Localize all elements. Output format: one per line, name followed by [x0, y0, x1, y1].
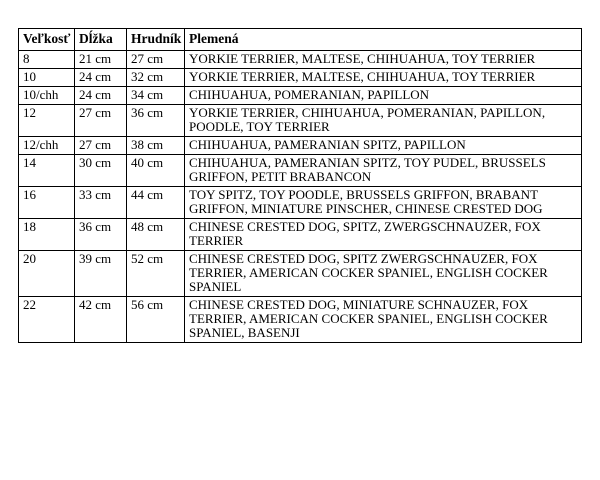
table-header — [19, 29, 582, 51]
column-header-size: Veľkosť — [19, 29, 75, 51]
cell-length: 42 cm — [75, 297, 127, 343]
cell-size: 10/chh — [19, 87, 75, 105]
table-row — [19, 251, 582, 297]
cell-length: 36 cm — [75, 219, 127, 251]
cell-size: 10 — [19, 69, 75, 87]
cell-length: 33 cm — [75, 187, 127, 219]
cell-chest: 32 cm — [127, 69, 185, 87]
cell-length: 24 cm — [75, 69, 127, 87]
cell-chest: 56 cm — [127, 297, 185, 343]
cell-chest: 34 cm — [127, 87, 185, 105]
cell-chest: 52 cm — [127, 251, 185, 297]
column-header-chest: Hrudník — [127, 29, 185, 51]
cell-size: 12 — [19, 105, 75, 137]
cell-breeds: CHIHUAHUA, PAMERANIAN SPITZ, TOY PUDEL, BRUSSELS GRIFFON, PETIT BRABANCON — [185, 155, 582, 187]
cell-chest: 36 cm — [127, 105, 185, 137]
cell-chest: 48 cm — [127, 219, 185, 251]
table-row — [19, 69, 582, 87]
cell-length: 27 cm — [75, 137, 127, 155]
cell-breeds: CHINESE CRESTED DOG, SPITZ, ZWERGSCHNAUZER, FOX TERRIER — [185, 219, 582, 251]
cell-breeds: CHINESE CRESTED DOG, SPITZ ZWERGSCHNAUZER, FOX TERRIER, AMERICAN COCKER SPANIEL, ENGLISH COCKER SPANIEL — [185, 251, 582, 297]
column-header-breeds: Plemená — [185, 29, 582, 51]
cell-chest: 27 cm — [127, 51, 185, 69]
table-row — [19, 105, 582, 137]
table-row — [19, 297, 582, 343]
cell-length: 39 cm — [75, 251, 127, 297]
cell-chest: 44 cm — [127, 187, 185, 219]
cell-length: 24 cm — [75, 87, 127, 105]
cell-size: 12/chh — [19, 137, 75, 155]
table-row — [19, 51, 582, 69]
table-body — [19, 51, 582, 343]
table-header-row — [19, 29, 582, 51]
dog-size-chart-table — [18, 28, 582, 343]
cell-chest: 38 cm — [127, 137, 185, 155]
cell-breeds: YORKIE TERRIER, CHIHUAHUA, POMERANIAN, PAPILLON, POODLE, TOY TERRIER — [185, 105, 582, 137]
cell-size: 20 — [19, 251, 75, 297]
cell-length: 21 cm — [75, 51, 127, 69]
cell-breeds: TOY SPITZ, TOY POODLE, BRUSSELS GRIFFON, BRABANT GRIFFON, MINIATURE PINSCHER, CHINESE CRESTED DOG — [185, 187, 582, 219]
table-row — [19, 155, 582, 187]
table-row — [19, 187, 582, 219]
cell-breeds: CHIHUAHUA, POMERANIAN, PAPILLON — [185, 87, 582, 105]
cell-breeds: CHINESE CRESTED DOG, MINIATURE SCHNAUZER, FOX TERRIER, AMERICAN COCKER SPANIEL, ENGLISH COCKER SPANIEL, BASENJI — [185, 297, 582, 343]
column-header-length: Dĺžka — [75, 29, 127, 51]
cell-size: 18 — [19, 219, 75, 251]
cell-size: 14 — [19, 155, 75, 187]
cell-length: 27 cm — [75, 105, 127, 137]
table-row — [19, 87, 582, 105]
cell-breeds: YORKIE TERRIER, MALTESE, CHIHUAHUA, TOY TERRIER — [185, 69, 582, 87]
cell-size: 22 — [19, 297, 75, 343]
cell-size: 8 — [19, 51, 75, 69]
cell-size: 16 — [19, 187, 75, 219]
cell-chest: 40 cm — [127, 155, 185, 187]
cell-length: 30 cm — [75, 155, 127, 187]
table-row — [19, 219, 582, 251]
table-row — [19, 137, 582, 155]
cell-breeds: YORKIE TERRIER, MALTESE, CHIHUAHUA, TOY TERRIER — [185, 51, 582, 69]
cell-breeds: CHIHUAHUA, PAMERANIAN SPITZ, PAPILLON — [185, 137, 582, 155]
